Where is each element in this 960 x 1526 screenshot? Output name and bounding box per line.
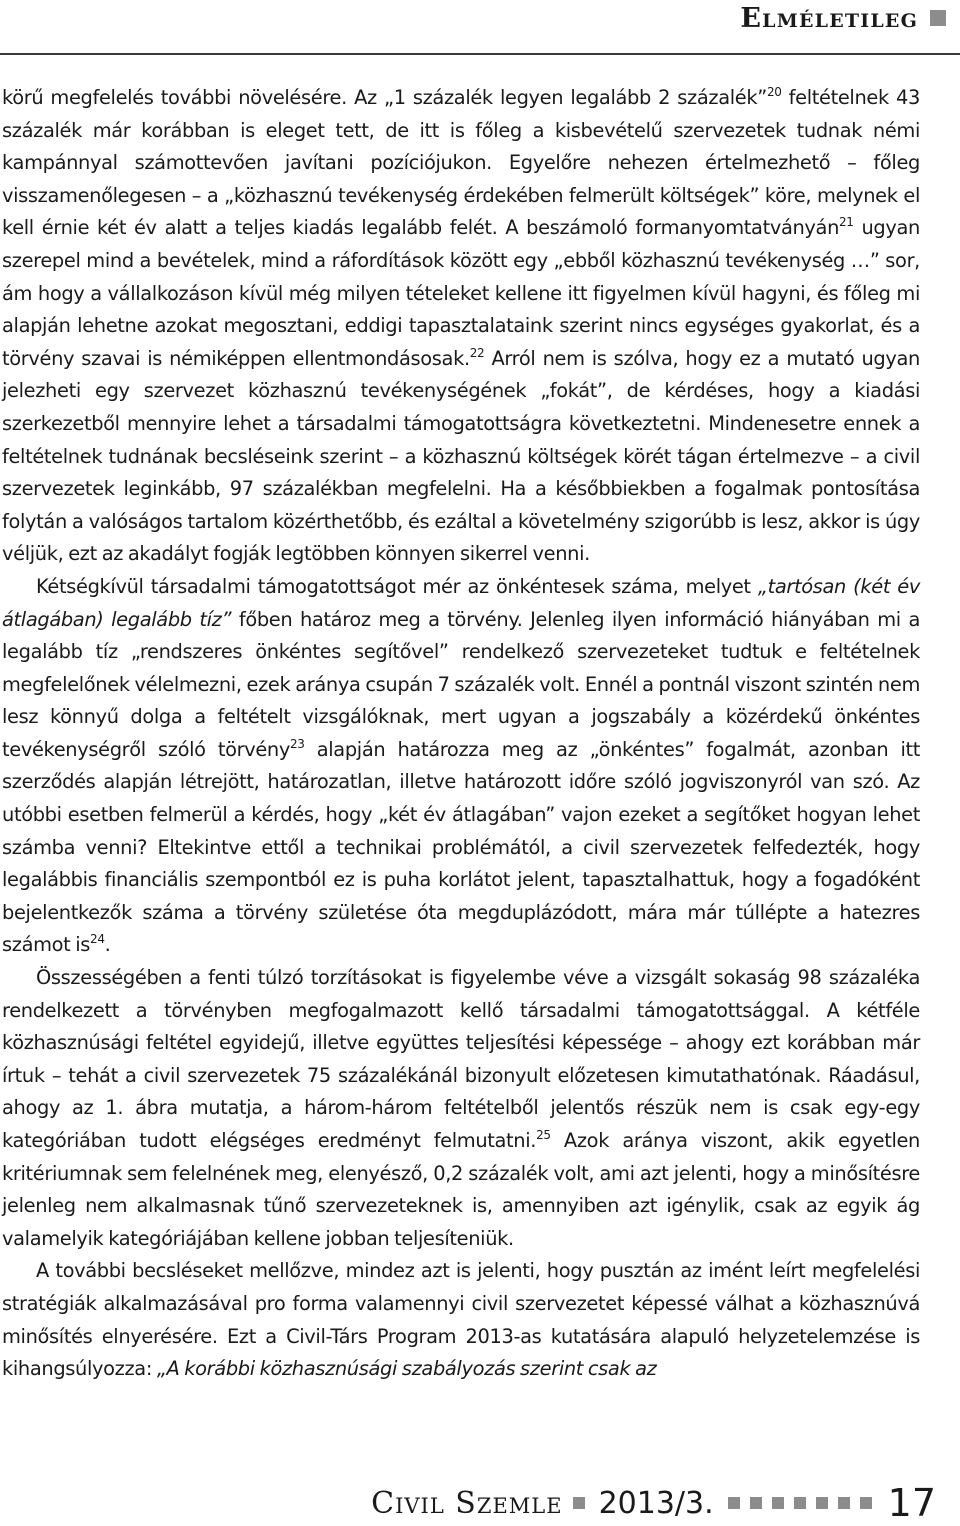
footer-square-icon <box>772 1497 784 1509</box>
paragraph <box>2 571 920 962</box>
paragraph <box>2 82 920 571</box>
text-run: A további becsléseket mellőzve, mindez azt is jelenti, hogy pusztán az imént leírt megfelelési stratégiák alkalmazásával pro forma valamennyi civil szervezetet képessé válhat a közhasznúvá minősítés elnyerésére. Ezt a Civil-Társ Program 2013-as kutatására alapuló helyzetelemzése is kihangsúlyozza: <box>2 1259 920 1381</box>
footer-square-icon <box>794 1497 806 1509</box>
header-rule <box>0 53 960 55</box>
text-run: . <box>104 933 111 957</box>
text-run: főben határoz meg a törvény. Jelenleg ilyen információ hiányában mi a legalább tíz „rendszeres önkéntes segítővel” rendelkező szervezeteket tudtuk e feltételnek megfelelőnek vélelmezni, ezek aránya csupán 7 százalék volt. Ennél a pontnál viszont szintén nem lesz könnyű dolga a feltételt vizsgálóknak, mert ugyan a jogszabály a közérdekű önkéntes tevékenységről szóló törvény <box>2 607 920 761</box>
footnote-ref: 25 <box>536 1128 551 1142</box>
text-run: feltételnek 43 százalék már korábban is eleget tett, de itt is főleg a kisbevételű szervezetek tudnak némi kampánnyal számottevően javítani pozíciójukon. Egyelőre nehezen értelmezhető – főleg visszamenőlegesen – a „közhasznú tevékenység érdekében felmerült költségek” köre, melynek el kell érnie két év alatt a teljes kiadás legalább felét. A beszámoló formanyomtatványán <box>2 86 921 240</box>
footer-square-icon <box>816 1497 828 1509</box>
footnote-ref: 23 <box>289 736 305 751</box>
footer-ornament <box>728 1497 872 1509</box>
text-run: Arról nem is szólva, hogy ez a mutató ugyan jelezheti egy szervezet közhasznú tevékenységének „fokát”, de kérdéses, hogy a kiadási szerkezetből mennyire lehet a társadalmi támogatottságra következtetni. Mindenesetre ennek a feltételnek tudnának becsléseink szerint – a közhasznú költségek körét tágan értelmezve – a civil szervezetek leginkább, 97 százalékban megfelelni. Ha a későbbiekben a fogalmak pontosítása folytán a valóságos tartalom közérthetőbb, és ezáltal a követelmény szigorúbb is lesz, akkor is úgy véljük, ezt az akadályt fogják legtöbben könnyen sikerrel venni. <box>2 346 920 566</box>
footer-square-icon <box>573 1497 585 1509</box>
quote-italic: „tartósan (két év átlagában) legalább tíz” <box>2 574 920 631</box>
header-square-icon <box>930 10 946 26</box>
text-run: Azok aránya viszont, akik egyetlen kritériumnak sem felelnének meg, elenyésző, 0,2 százalék volt, ami azt jelenti, hogy a minősítésre jelenleg nem alkalmasnak tűnő szervezeteknek is, amennyiben azt igénylik, csak az egyik ág valamelyik kategóriájában kellene jobban teljesíteniük. <box>2 1129 920 1250</box>
text-run: Kétségkívül társadalmi támogatottságot mér az önkéntesek száma, melyet <box>36 574 758 598</box>
section-title: Elméletileg <box>740 2 918 34</box>
footer-square-icon <box>728 1497 740 1509</box>
running-header <box>740 0 946 36</box>
footnote-ref: 22 <box>469 345 485 360</box>
footnote-ref: 20 <box>766 85 782 99</box>
quote-italic: „A korábbi közhasznúsági szabályozás szerint csak az <box>156 1357 657 1381</box>
paragraph <box>2 962 920 1255</box>
text-run: alapján határozza meg az „önkéntes” fogalmát, azonban itt szerződés alapján létrejött, határozatlan, illetve határozott időre szóló jogviszonyról van szó. Az utóbbi esetben felmerül a kérdés, hogy „két év átlagában” vajon ezeket a segítőket hogyan lehet számba venni? Eltekintve ettől a technikai problémától, a civil szervezetek felfedezték, hogy legalábbis financiális szempontból ez is puha korlátot jelent, tapasztalhattuk, hogy a fogadóként bejelentkezők száma a törvény születése óta megduplázódott, mára már túllépte a hatezres számot is <box>2 737 920 957</box>
footer-square-icon <box>838 1497 850 1509</box>
issue-number: 2013/3. <box>598 1485 714 1521</box>
article-body <box>2 82 920 1386</box>
running-footer <box>371 1480 936 1526</box>
footer-square-icon <box>750 1497 762 1509</box>
text-run: Összességében a fenti túlzó torzításokat is figyelembe véve a vizsgált sokaság 98 százaléka rendelkezett a törvényben megfogalmazott kellő társadalmi támogatottsággal. A kétféle közhasznúsági feltétel egyidejű, illetve együttes teljesítési képessége – ahogy ezt korábban már írtuk – tehát a civil szervezetek 75 százalékánál bizonyult előzetesen kimutathatónak. Ráadásul, ahogy az 1. ábra mutatja, a három-három feltételből jelentős részük nem is csak egy-egy kategóriában tudott elégséges eredményt felmutatni. <box>2 966 920 1152</box>
footer-square-icon <box>860 1497 872 1509</box>
text-run: ugyan szerepel mind a bevételek, mind a ráfordítások között egy „ebből közhasznú tevékenység …” sor, ám hogy a vállalkozáson kívül még milyen tételeket kellene itt figyelmen kívül hagyni, és főleg mi alapján lehetne azokat megosztani, eddigi tapasztalataink szerint nincs egységes gyakorlat, és a törvény szavai is némiképpen ellentmondásosak. <box>2 216 920 370</box>
text-run: körű megfelelés további növelésére. Az „1 százalék legyen legalább 2 százalék” <box>2 86 767 109</box>
paragraph <box>2 1255 920 1385</box>
page-number: 17 <box>887 1481 936 1525</box>
footnote-ref: 24 <box>90 932 105 947</box>
footnote-ref: 21 <box>839 215 854 230</box>
journal-name: Civil Szemle <box>371 1485 563 1521</box>
